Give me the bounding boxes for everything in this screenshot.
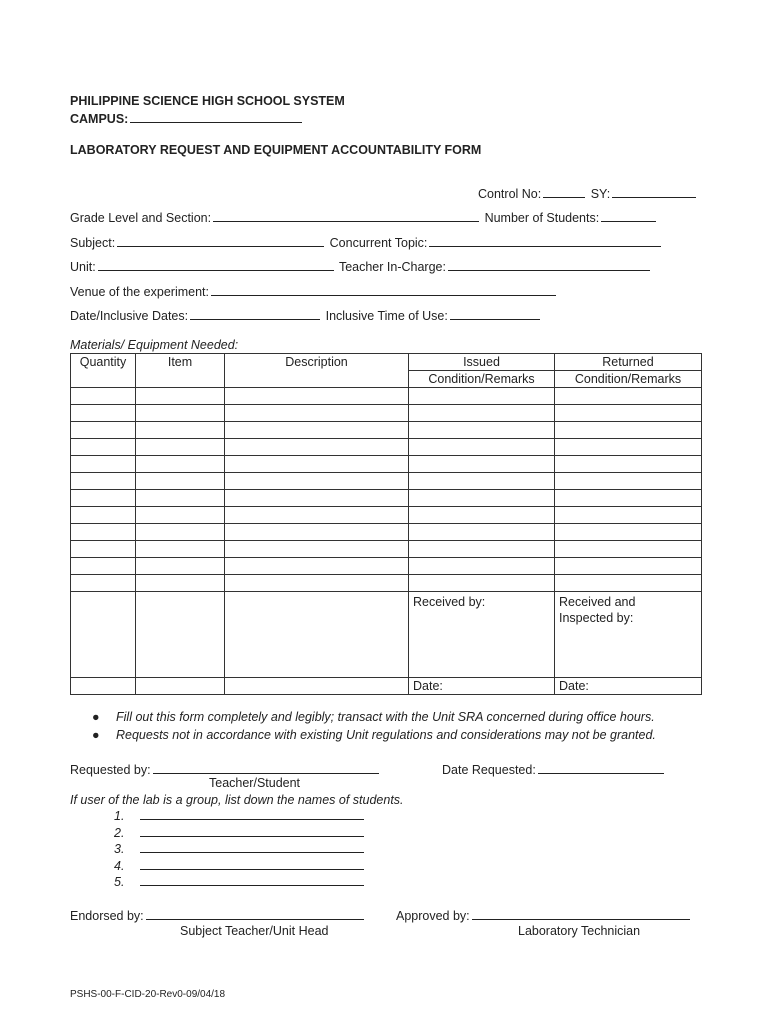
table-cell[interactable] — [555, 575, 702, 592]
table-row — [71, 439, 702, 456]
table-cell[interactable] — [409, 490, 555, 507]
header-description: Description — [225, 354, 409, 371]
table-cell[interactable] — [409, 507, 555, 524]
table-row — [71, 405, 702, 422]
student-name-row: 1. — [114, 808, 366, 825]
table-cell[interactable] — [71, 439, 136, 456]
note-text: Fill out this form completely and legibly; transact with the Unit SRA concerned during office hours. — [116, 710, 655, 724]
table-subheader-row — [71, 371, 702, 388]
table-cell[interactable] — [136, 456, 225, 473]
endorsed-role: Subject Teacher/Unit Head — [180, 924, 329, 938]
venue-row — [70, 284, 558, 299]
header-issued-remarks: Condition/Remarks — [409, 371, 555, 388]
table-cell[interactable] — [555, 490, 702, 507]
endorsed-by-field — [70, 908, 366, 923]
student-name-line[interactable] — [140, 808, 364, 820]
campus-line[interactable] — [130, 111, 302, 123]
table-row — [71, 422, 702, 439]
time-of-use-line[interactable] — [450, 308, 540, 320]
student-name-line[interactable] — [140, 825, 364, 837]
table-cell[interactable] — [409, 524, 555, 541]
table-cell[interactable] — [136, 473, 225, 490]
table-cell[interactable] — [225, 490, 409, 507]
table-cell[interactable] — [225, 678, 409, 695]
campus-field[interactable] — [70, 111, 304, 126]
table-cell[interactable] — [555, 524, 702, 541]
table-cell[interactable] — [409, 575, 555, 592]
student-name-line[interactable] — [140, 874, 364, 886]
student-name-line[interactable] — [140, 858, 364, 870]
table-cell[interactable] — [136, 405, 225, 422]
header-returned: Returned — [555, 354, 702, 371]
student-name-row: 5. — [114, 874, 366, 891]
unit-line[interactable] — [98, 259, 334, 271]
table-cell[interactable] — [71, 388, 136, 405]
subject-line[interactable] — [117, 235, 324, 247]
issued-date-cell[interactable] — [409, 678, 555, 695]
approved-by-label: Approved by: — [396, 909, 470, 923]
table-cell[interactable] — [225, 541, 409, 558]
issued-date-label: Date: — [413, 679, 443, 693]
header-quantity: Quantity — [71, 354, 136, 371]
returned-date-cell[interactable] — [555, 678, 702, 695]
teacher-student-caption: Teacher/Student — [209, 776, 301, 790]
table-cell[interactable] — [136, 541, 225, 558]
table-cell[interactable] — [225, 575, 409, 592]
table-cell[interactable] — [71, 507, 136, 524]
venue-line[interactable] — [211, 284, 556, 296]
table-cell[interactable] — [71, 524, 136, 541]
table-cell[interactable] — [555, 439, 702, 456]
table-cell[interactable] — [409, 473, 555, 490]
received-row — [71, 592, 702, 678]
campus-label: CAMPUS: — [70, 112, 129, 126]
control-no-label: Control No: — [478, 187, 542, 201]
table-cell[interactable] — [409, 422, 555, 439]
table-cell[interactable] — [136, 507, 225, 524]
control-sy-row — [478, 186, 698, 201]
table-row — [71, 541, 702, 558]
control-no-line[interactable] — [543, 186, 585, 198]
table-cell[interactable] — [409, 405, 555, 422]
table-cell[interactable] — [71, 422, 136, 439]
time-of-use-label: Inclusive Time of Use: — [325, 309, 448, 323]
date-requested-line[interactable] — [538, 762, 664, 774]
table-row — [71, 507, 702, 524]
header-returned-remarks: Condition/Remarks — [555, 371, 702, 388]
dates-row — [70, 308, 542, 323]
table-row — [71, 524, 702, 541]
table-cell[interactable] — [71, 592, 136, 678]
header-item: Item — [136, 354, 225, 371]
table-cell[interactable] — [71, 456, 136, 473]
dates-label: Date/Inclusive Dates: — [70, 309, 189, 323]
table-cell[interactable] — [136, 524, 225, 541]
date-requested-field — [442, 762, 666, 777]
table-cell[interactable] — [555, 507, 702, 524]
requested-by-label: Requested by: — [70, 763, 151, 777]
table-cell[interactable] — [555, 558, 702, 575]
returned-date-label: Date: — [559, 679, 589, 693]
system-name: PHILIPPINE SCIENCE HIGH SCHOOL SYSTEM — [70, 94, 345, 108]
table-cell[interactable] — [71, 473, 136, 490]
grade-section-line[interactable] — [213, 210, 479, 222]
date-row — [71, 678, 702, 695]
unit-label: Unit: — [70, 260, 96, 274]
table-cell[interactable] — [71, 678, 136, 695]
note-item — [88, 726, 656, 744]
table-cell[interactable] — [136, 388, 225, 405]
requested-by-line[interactable] — [153, 762, 379, 774]
table-cell[interactable] — [71, 575, 136, 592]
unit-row — [70, 259, 652, 274]
table-header-row — [71, 354, 702, 371]
table-cell[interactable] — [555, 541, 702, 558]
grade-section-label: Grade Level and Section: — [70, 211, 212, 225]
endorsed-by-label: Endorsed by: — [70, 909, 144, 923]
materials-table — [70, 353, 702, 695]
subject-label: Subject: — [70, 236, 116, 250]
table-cell[interactable] — [225, 405, 409, 422]
table-cell[interactable] — [225, 439, 409, 456]
received-by-cell[interactable] — [409, 592, 555, 678]
num-students-line[interactable] — [601, 210, 656, 222]
table-cell[interactable] — [409, 456, 555, 473]
student-name-row: 3. — [114, 841, 366, 858]
note-text: Requests not in accordance with existing Unit regulations and considerations may not be granted. — [116, 728, 656, 742]
table-cell[interactable] — [71, 558, 136, 575]
table-cell[interactable] — [71, 490, 136, 507]
venue-label: Venue of the experiment: — [70, 285, 209, 299]
table-cell[interactable] — [71, 405, 136, 422]
table-row — [71, 575, 702, 592]
dates-line[interactable] — [190, 308, 320, 320]
table-cell[interactable] — [555, 422, 702, 439]
table-row — [71, 558, 702, 575]
table-cell[interactable] — [136, 558, 225, 575]
requested-by-field — [70, 762, 381, 777]
grade-row — [70, 210, 658, 225]
num-students-label: Number of Students: — [484, 211, 600, 225]
date-requested-label: Date Requested: — [442, 763, 536, 777]
notes-list — [88, 708, 656, 744]
received-inspected-cell[interactable] — [555, 592, 702, 678]
table-cell[interactable] — [225, 422, 409, 439]
received-inspected-label: Received and Inspected by: — [559, 595, 636, 625]
table-cell[interactable] — [136, 678, 225, 695]
table-row — [71, 388, 702, 405]
table-cell[interactable] — [225, 592, 409, 678]
table-cell[interactable] — [409, 541, 555, 558]
table-cell[interactable] — [136, 490, 225, 507]
note-item — [88, 708, 656, 726]
sy-label: SY: — [590, 187, 611, 201]
received-by-label: Received by: — [413, 595, 486, 609]
table-row — [71, 473, 702, 490]
table-cell[interactable] — [136, 592, 225, 678]
group-note: If user of the lab is a group, list down the names of students. — [70, 793, 404, 807]
table-row — [71, 456, 702, 473]
bullet-icon: ● — [92, 728, 100, 742]
table-cell[interactable] — [225, 558, 409, 575]
teacher-in-charge-label: Teacher In-Charge: — [338, 260, 446, 274]
table-cell[interactable] — [555, 388, 702, 405]
subject-row — [70, 235, 663, 250]
table-cell[interactable] — [409, 439, 555, 456]
sy-line[interactable] — [612, 186, 696, 198]
student-name-line[interactable] — [140, 841, 364, 853]
approved-role: Laboratory Technician — [518, 924, 641, 938]
table-cell[interactable] — [555, 473, 702, 490]
bullet-icon: ● — [92, 710, 100, 724]
approved-by-field — [396, 908, 692, 923]
student-name-row: 2. — [114, 825, 366, 842]
table-cell[interactable] — [225, 388, 409, 405]
endorsed-by-line[interactable] — [146, 908, 364, 920]
table-cell[interactable] — [225, 524, 409, 541]
footer-code: PSHS-00-F-CID-20-Rev0-09/04/18 — [70, 989, 226, 1000]
table-cell[interactable] — [136, 439, 225, 456]
teacher-in-charge-line[interactable] — [448, 259, 650, 271]
concurrent-topic-label: Concurrent Topic: — [329, 236, 428, 250]
table-cell[interactable] — [136, 575, 225, 592]
table-cell[interactable] — [71, 541, 136, 558]
table-cell[interactable] — [225, 473, 409, 490]
table-cell[interactable] — [409, 388, 555, 405]
table-cell[interactable] — [136, 422, 225, 439]
table-row — [71, 490, 702, 507]
header-issued: Issued — [409, 354, 555, 371]
student-names-list — [114, 808, 366, 891]
approved-by-line[interactable] — [472, 908, 690, 920]
table-cell[interactable] — [225, 456, 409, 473]
form-title: LABORATORY REQUEST AND EQUIPMENT ACCOUNTABILITY FORM — [70, 143, 482, 157]
table-cell[interactable] — [409, 558, 555, 575]
table-cell[interactable] — [555, 456, 702, 473]
table-cell[interactable] — [225, 507, 409, 524]
table-cell[interactable] — [555, 405, 702, 422]
materials-caption: Materials/ Equipment Needed: — [70, 338, 239, 352]
concurrent-topic-line[interactable] — [429, 235, 661, 247]
student-name-row: 4. — [114, 858, 366, 875]
